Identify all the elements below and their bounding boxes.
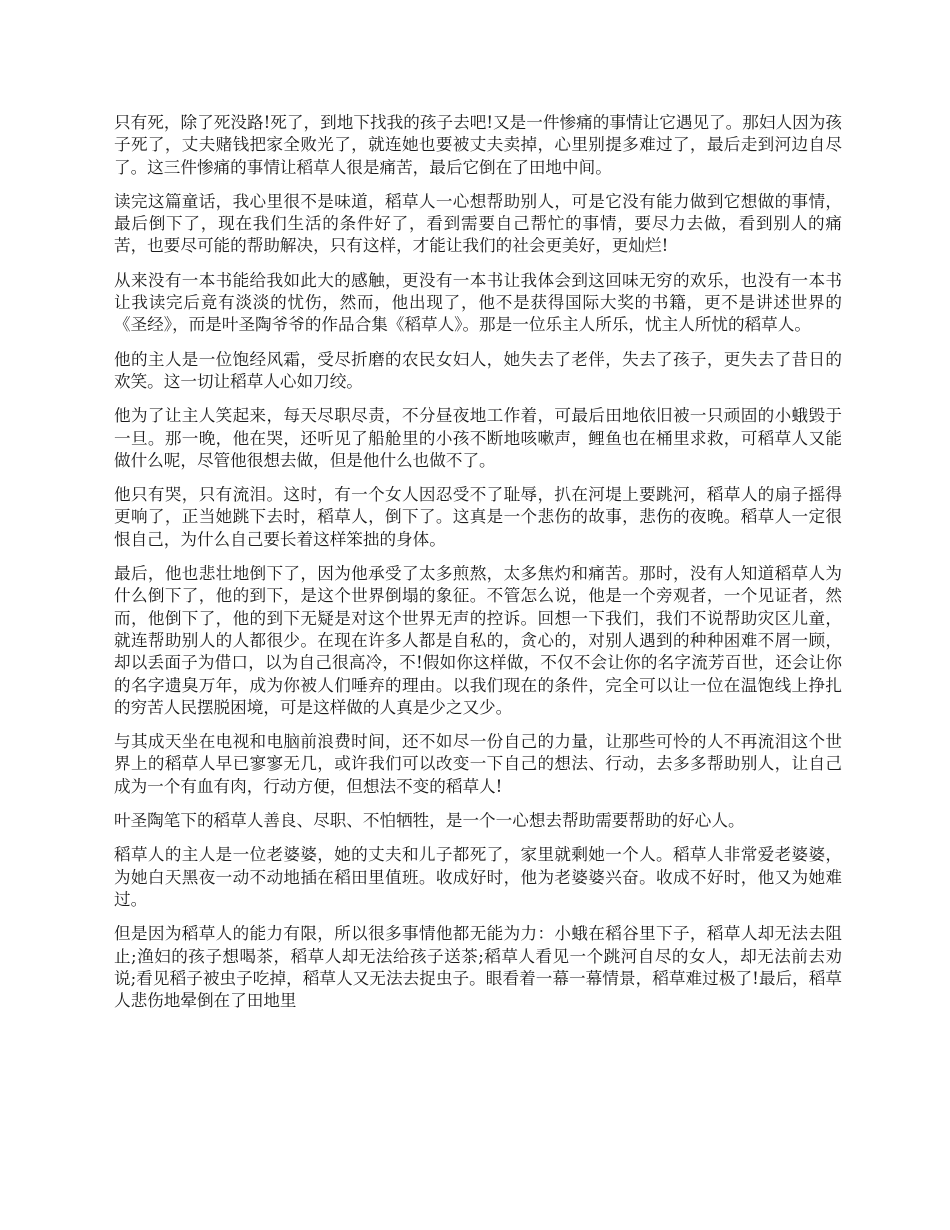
paragraph-5: 他为了让主人笑起来，每天尽职尽责，不分昼夜地工作着，可最后田地依旧被一只顽固的小蛾毁于一旦。那一晚，他在哭，还听见了船舱里的小孩不断地咳嗽声，鲤鱼也在桶里求救，可稻草人又能做什么呢，尽管他很想去做，但是他什么也做不了。 [114, 406, 842, 470]
paragraph-7: 最后，他也悲壮地倒下了，因为他承受了太多煎熬，太多焦灼和痛苦。那时，没有人知道稻草人为什么倒下了，他的到下，是这个世界倒塌的象征。不管怎么说，他是一个旁观者，一个见证者，然而，他倒下了，他的到下无疑是对这个世界无声的控诉。回想一下我们，我们不说帮助灾区儿童，就连帮助别人的人都很少。在现在许多人都是自私的，贪心的，对别人遇到的种种困难不屑一顾，却以丢面子为借口，以为自己很高冷，不!假如你这样做，不仅不会让你的名字流芳百世，还会让你的名字遗臭万年，成为你被人们唾弃的理由。以我们现在的条件，完全可以让一位在温饱线上挣扎的穷苦人民摆脱困境，可是这样做的人真是少之又少。 [114, 564, 842, 717]
paragraph-9: 叶圣陶笔下的稻草人善良、尽职、不怕牺牲，是一个一心想去帮助需要帮助的好心人。 [114, 811, 745, 831]
paragraph-4: 他的主人是一位饱经风霜，受尽折磨的农民女妇人，她失去了老伴，失去了孩子，更失去了昔日的欢笑。这一切让稻草人心如刀绞。 [114, 349, 842, 391]
paragraph-11: 但是因为稻草人的能力有限，所以很多事情他都无能为力：小蛾在稻谷里下子，稻草人却无法去阻止;渔妇的孩子想喝茶，稻草人却无法给孩子送茶;稻草人看见一个跳河自尽的女人，却无法前去劝说;看见稻子被虫子吃掉，稻草人又无法去捉虫子。眼看着一幕一幕情景，稻草难过极了!最后，稻草人悲伤地晕倒在了田地里 [114, 924, 842, 1011]
paragraph-6: 他只有哭，只有流泪。这时，有一个女人因忍受不了耻辱，扒在河堤上要跳河，稻草人的扇子摇得更响了，正当她跳下去时，稻草人，倒下了。这真是一个悲伤的故事，悲伤的夜晚。稻草人一定很恨自己，为什么自己要长着这样笨拙的身体。 [114, 485, 842, 549]
paragraph-1: 只有死，除了死没路!死了，到地下找我的孩子去吧!又是一件惨痛的事情让它遇见了。那妇人因为孩子死了，丈夫赌钱把家全败光了，就连她也要被丈夫卖掉，心里别提多难过了，最后走到河边自尽了。这三件惨痛的事情让稻草人很是痛苦，最后它倒在了田地中间。 [114, 113, 842, 177]
paragraph-10: 稻草人的主人是一位老婆婆，她的丈夫和儿子都死了，家里就剩她一个人。稻草人非常爱老婆婆，为她白天黑夜一动不动地插在稻田里值班。收成好时，他为老婆婆兴奋。收成不好时，他又为她难过。 [114, 845, 842, 909]
document-body [114, 112, 842, 1024]
paragraph-3: 从来没有一本书能给我如此大的感触，更没有一本书让我体会到这回味无穷的欢乐，也没有一本书让我读完后竟有淡淡的忧伤，然而，他出现了，他不是获得国际大奖的书籍，更不是讲述世界的《圣经》，而是叶圣陶爷爷的作品合集《稻草人》。那是一位乐主人所乐，忧主人所忧的稻草人。 [114, 270, 842, 335]
paragraph-2: 读完这篇童话，我心里很不是味道，稻草人一心想帮助别人，可是它没有能力做到它想做的事情，最后倒下了，现在我们生活的条件好了，看到需要自己帮忙的事情，要尽力去做，看到别人的痛苦，也要尽可能的帮助解决，只有这样，才能让我们的社会更美好，更灿烂! [114, 191, 842, 256]
paragraph-8: 与其成天坐在电视和电脑前浪费时间，还不如尽一份自己的力量，让那些可怜的人不再流泪这个世界上的稻草人早已寥寥无几，或许我们可以改变一下自己的想法、行动，去多多帮助别人，让自己成为一个有血有肉，行动方便，但想法不变的稻草人! [114, 732, 842, 796]
